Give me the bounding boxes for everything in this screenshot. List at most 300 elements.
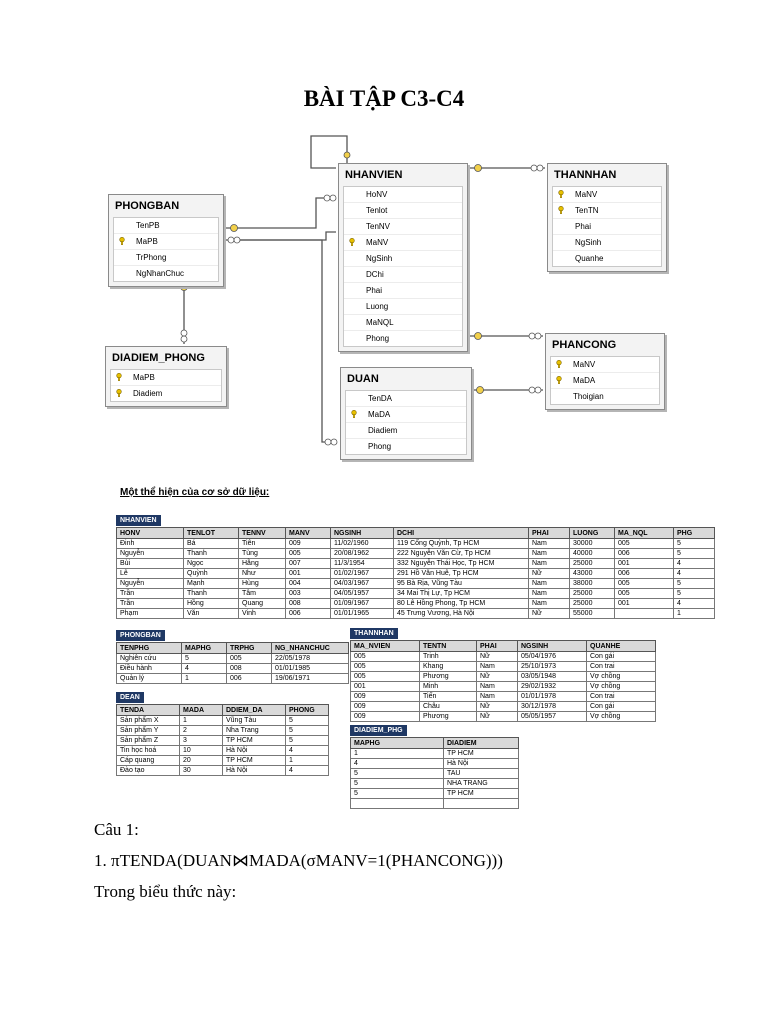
table-cell: 01/01/1985 <box>272 664 349 674</box>
table-cell: Nữ <box>477 672 518 682</box>
er-diagram <box>0 0 768 470</box>
table-row <box>117 716 329 726</box>
table-cell: 2 <box>180 726 223 736</box>
entity-diadiem-phong <box>105 346 227 407</box>
table-cell: TAU <box>444 769 519 779</box>
column-header: PHAI <box>529 528 570 539</box>
table-cell: 25/10/1973 <box>518 662 587 672</box>
entity-attributes <box>113 217 219 282</box>
table-cell: Con gái <box>587 702 656 712</box>
column-header: LUONG <box>570 528 615 539</box>
table-cell: Vợ chồng <box>587 682 656 692</box>
table-row <box>351 652 656 662</box>
table-cell: Khang <box>420 662 477 672</box>
table-cell: 4 <box>286 746 329 756</box>
column-header: MAPHG <box>182 643 227 654</box>
table-cell: 5 <box>182 654 227 664</box>
table-cell: Ngọc <box>184 559 239 569</box>
table-cell: 4 <box>286 766 329 776</box>
table-cell: 006 <box>615 549 674 559</box>
attribute-label: MaDA <box>573 376 596 385</box>
column-header: PHONG <box>286 705 329 716</box>
table-cell: 001 <box>286 569 331 579</box>
table-cell: Bùi <box>117 559 184 569</box>
table-cell: 5 <box>674 589 715 599</box>
table-cell: 1 <box>180 716 223 726</box>
entity-attribute <box>553 235 661 251</box>
attribute-label: DChi <box>366 270 384 279</box>
data-table <box>116 704 329 776</box>
table-row <box>117 579 715 589</box>
table-row <box>117 736 329 746</box>
entity-duan <box>340 367 472 460</box>
table-cell: Nữ <box>477 652 518 662</box>
table-cell: Tin học hoá <box>117 746 180 756</box>
entity-attribute <box>344 187 462 203</box>
table-cell: Đinh <box>117 539 184 549</box>
table-cell: 25000 <box>570 559 615 569</box>
question-expression: 1. πTENDA(DUAN⋈MADA(σMANV=1(PHANCONG))) <box>94 851 503 870</box>
table-cell: Cáp quang <box>117 756 180 766</box>
table-cell: 95 Bà Rịa, Vũng Tàu <box>394 579 529 589</box>
table-cell: 05/05/1957 <box>518 712 587 722</box>
table-name-tab: DIADIEM_PHG <box>350 725 407 736</box>
table-cell: Minh <box>420 682 477 692</box>
question-heading: Câu 1: <box>94 820 139 839</box>
entity-attribute <box>553 203 661 219</box>
table-cell: 006 <box>286 609 331 619</box>
primary-key-icon <box>350 410 358 418</box>
table-cell: Như <box>239 569 286 579</box>
table-cell: Văn <box>184 609 239 619</box>
entity-attribute <box>344 219 462 235</box>
entity-attribute <box>111 370 221 386</box>
table-cell: Vợ chồng <box>587 672 656 682</box>
column-header: DIADIEM <box>444 738 519 749</box>
attribute-label: HoNV <box>366 190 388 199</box>
table-cell: 01/02/1967 <box>331 569 394 579</box>
primary-key-icon <box>557 206 565 214</box>
table-row <box>351 702 656 712</box>
table-cell: Thanh <box>184 549 239 559</box>
table-cell: 003 <box>286 589 331 599</box>
table-cell: Vũng Tàu <box>223 716 286 726</box>
table-cell: Hồng <box>184 599 239 609</box>
column-header: TENLOT <box>184 528 239 539</box>
table-cell: Bá <box>184 539 239 549</box>
entity-attribute <box>114 250 218 266</box>
table-cell: 5 <box>674 579 715 589</box>
table-cell: Phạm <box>117 609 184 619</box>
table-cell: 1 <box>674 609 715 619</box>
table-cell: Trần <box>117 599 184 609</box>
table-row <box>351 779 519 789</box>
attribute-label: MaPB <box>136 237 158 246</box>
entity-attribute <box>114 234 218 250</box>
table-cell: Vợ chồng <box>587 712 656 722</box>
table-header-row <box>351 738 519 749</box>
table-cell: 001 <box>351 682 420 692</box>
entity-attribute <box>346 423 466 439</box>
attribute-label: NgSinh <box>366 254 393 263</box>
attribute-label: Quanhe <box>575 254 604 263</box>
table-row <box>351 799 519 809</box>
table-row <box>117 766 329 776</box>
table-cell: Nam <box>529 599 570 609</box>
table-cell: Nữ <box>529 569 570 579</box>
entity-attribute <box>114 266 218 281</box>
entity-nhanvien <box>338 163 468 352</box>
table-cell: 005 <box>351 672 420 682</box>
table-cell: 009 <box>351 702 420 712</box>
data-table <box>116 642 349 684</box>
table-cell: 45 Trưng Vương, Hà Nội <box>394 609 529 619</box>
table-cell: Mạnh <box>184 579 239 589</box>
table-thannhan <box>350 622 656 722</box>
table-cell: 001 <box>615 559 674 569</box>
table-row <box>117 549 715 559</box>
table-cell: Hùng <box>239 579 286 589</box>
table-cell: 008 <box>227 664 272 674</box>
attribute-label: Phong <box>368 442 392 451</box>
table-cell: 11/3/1954 <box>331 559 394 569</box>
instance-caption: Một thể hiện của cơ sở dữ liệu: <box>120 487 270 498</box>
entity-attribute <box>553 187 661 203</box>
column-header: MAPHG <box>351 738 444 749</box>
table-cell: 005 <box>286 549 331 559</box>
column-header: NGSINH <box>518 641 587 652</box>
attribute-label: Thoigian <box>573 392 604 401</box>
primary-key-icon <box>118 237 126 245</box>
table-cell: Hằng <box>239 559 286 569</box>
entity-attribute <box>344 251 462 267</box>
attribute-label: Tenlot <box>366 206 388 215</box>
table-cell: 4 <box>674 569 715 579</box>
table-row <box>117 599 715 609</box>
entity-attributes <box>345 390 467 455</box>
table-cell: Hà Nội <box>223 766 286 776</box>
table-row <box>117 756 329 766</box>
table-row <box>117 559 715 569</box>
table-row <box>117 539 715 549</box>
entity-title: THANNHAN <box>554 169 617 181</box>
column-header: MA_NQL <box>615 528 674 539</box>
table-cell: Trần <box>117 589 184 599</box>
attribute-label: MaNQL <box>366 318 394 327</box>
table-cell: 01/01/1965 <box>331 609 394 619</box>
table-cell: 4 <box>674 599 715 609</box>
table-cell: 1 <box>351 749 444 759</box>
table-cell: Con trai <box>587 692 656 702</box>
table-cell: Nam <box>529 539 570 549</box>
table-cell: 05/04/1976 <box>518 652 587 662</box>
table-cell: 1 <box>286 756 329 766</box>
table-cell: 4 <box>351 759 444 769</box>
table-cell: 80 Lê Hồng Phong, Tp HCM <box>394 599 529 609</box>
table-name-tab: NHANVIEN <box>116 515 161 526</box>
table-cell: Nam <box>477 682 518 692</box>
table-cell: Nguyễn <box>117 549 184 559</box>
entity-attributes <box>343 186 463 347</box>
table-name-tab: PHONGBAN <box>116 630 165 641</box>
entity-attribute <box>346 391 466 407</box>
table-cell: 29/02/1932 <box>518 682 587 692</box>
table-cell: 19/06/1971 <box>272 674 349 684</box>
table-cell: Sản phẩm Z <box>117 736 180 746</box>
table-cell: 38000 <box>570 579 615 589</box>
table-cell: 01/09/1967 <box>331 599 394 609</box>
entity-title: NHANVIEN <box>345 169 403 181</box>
entity-attribute <box>551 357 659 373</box>
column-header: PHG <box>674 528 715 539</box>
attribute-label: Phong <box>366 334 390 343</box>
column-header: DCHI <box>394 528 529 539</box>
entity-attribute <box>551 389 659 404</box>
table-row <box>117 726 329 736</box>
table-row <box>117 609 715 619</box>
attribute-label: MaNV <box>575 190 598 199</box>
primary-key-icon <box>348 238 356 246</box>
document-title: BÀI TẬP C3-C4 <box>303 86 465 111</box>
entity-phancong <box>545 333 665 410</box>
table-cell: Điều hành <box>117 664 182 674</box>
table-cell: TP HCM <box>444 789 519 799</box>
table-cell: Nam <box>529 579 570 589</box>
table-cell: Hà Nội <box>444 759 519 769</box>
table-cell: TP HCM <box>223 736 286 746</box>
entity-title: DUAN <box>347 373 379 385</box>
table-cell: Hà Nội <box>223 746 286 756</box>
table-cell: 5 <box>351 779 444 789</box>
entity-attribute <box>111 386 221 401</box>
table-cell: 5 <box>286 716 329 726</box>
entity-attribute <box>344 331 462 346</box>
attribute-label: TenNV <box>366 222 391 231</box>
table-row <box>351 759 519 769</box>
table-cell: 009 <box>351 712 420 722</box>
primary-key-icon <box>115 389 123 397</box>
table-cell: 007 <box>286 559 331 569</box>
table-cell: 006 <box>227 674 272 684</box>
table-cell: Tùng <box>239 549 286 559</box>
table-cell: TP HCM <box>444 749 519 759</box>
column-header: QUANHE <box>587 641 656 652</box>
table-cell: 40000 <box>570 549 615 559</box>
table-row <box>117 674 349 684</box>
attribute-label: TenPB <box>136 221 160 230</box>
entity-attribute <box>344 315 462 331</box>
table-header-row <box>351 641 656 652</box>
entity-attribute <box>344 299 462 315</box>
entity-attribute <box>344 267 462 283</box>
column-header: TRPHG <box>227 643 272 654</box>
table-cell: 005 <box>351 662 420 672</box>
entity-attribute <box>553 219 661 235</box>
table-cell: Nữ <box>477 702 518 712</box>
table-cell: 004 <box>286 579 331 589</box>
column-header: DDIEM_DA <box>223 705 286 716</box>
column-header: TENNV <box>239 528 286 539</box>
entity-attribute <box>344 203 462 219</box>
table-cell: 30000 <box>570 539 615 549</box>
table-cell: Tiên <box>239 539 286 549</box>
primary-key-icon <box>555 360 563 368</box>
table-cell: 5 <box>286 736 329 746</box>
table-cell: Châu <box>420 702 477 712</box>
table-cell: 43000 <box>570 569 615 579</box>
table-cell: 20 <box>180 756 223 766</box>
attribute-label: TenTN <box>575 206 599 215</box>
table-cell: 008 <box>286 599 331 609</box>
table-cell: 4 <box>674 559 715 569</box>
entity-attributes <box>110 369 222 402</box>
table-cell: Quỳnh <box>184 569 239 579</box>
data-table <box>116 527 715 619</box>
data-table <box>350 640 656 722</box>
entity-attribute <box>344 235 462 251</box>
column-header: TENTN <box>420 641 477 652</box>
table-cell: 11/02/1960 <box>331 539 394 549</box>
table-cell: 34 Mai Thị Lự, Tp HCM <box>394 589 529 599</box>
attribute-label: Phai <box>575 222 592 231</box>
table-row <box>351 672 656 682</box>
column-header: TENDA <box>117 705 180 716</box>
table-cell: Tiến <box>420 692 477 702</box>
entity-attributes <box>552 186 662 267</box>
table-cell: 006 <box>615 569 674 579</box>
table-cell: 009 <box>351 692 420 702</box>
table-cell: 005 <box>615 589 674 599</box>
table-cell: Tâm <box>239 589 286 599</box>
question-note: Trong biểu thức này: <box>94 882 237 901</box>
table-cell: 5 <box>351 789 444 799</box>
table-cell: Sản phẩm Y <box>117 726 180 736</box>
table-cell <box>444 799 519 809</box>
table-cell: 25000 <box>570 589 615 599</box>
table-nhanvien <box>116 509 715 619</box>
table-row <box>117 569 715 579</box>
table-cell: 222 Nguyễn Văn Cừ, Tp HCM <box>394 549 529 559</box>
table-cell: Lê <box>117 569 184 579</box>
table-cell: 005 <box>615 579 674 589</box>
attribute-label: MaNV <box>366 238 389 247</box>
table-cell: 119 Cống Quỳnh, Tp HCM <box>394 539 529 549</box>
attribute-label: MaNV <box>573 360 596 369</box>
attribute-label: Luong <box>366 302 389 311</box>
table-row <box>117 664 349 674</box>
column-header: NGSINH <box>331 528 394 539</box>
entity-attribute <box>346 439 466 454</box>
table-cell: 30/12/1978 <box>518 702 587 712</box>
table-name-tab: DEAN <box>116 692 144 703</box>
table-row <box>117 654 349 664</box>
table-cell: Nam <box>529 589 570 599</box>
primary-key-icon <box>557 190 565 198</box>
column-header: TENPHG <box>117 643 182 654</box>
table-cell: Thanh <box>184 589 239 599</box>
entity-attribute <box>551 373 659 389</box>
table-cell: Phương <box>420 712 477 722</box>
table-cell: Trinh <box>420 652 477 662</box>
attribute-label: TrPhong <box>136 253 167 262</box>
table-cell: Nghiên cứu <box>117 654 182 664</box>
table-cell: Nam <box>529 559 570 569</box>
entity-title: PHANCONG <box>552 339 617 351</box>
table-cell: 30 <box>180 766 223 776</box>
entity-attribute <box>346 407 466 423</box>
column-header: MANV <box>286 528 331 539</box>
table-cell: 22/05/1978 <box>272 654 349 664</box>
table-row <box>351 682 656 692</box>
table-cell: 4 <box>182 664 227 674</box>
table-cell: Vinh <box>239 609 286 619</box>
table-dean <box>116 686 329 776</box>
table-cell: Sản phẩm X <box>117 716 180 726</box>
table-cell: 009 <box>286 539 331 549</box>
table-cell: 20/08/1962 <box>331 549 394 559</box>
attribute-label: Diadiem <box>133 389 163 398</box>
table-cell: Đào tạo <box>117 766 180 776</box>
table-cell <box>351 799 444 809</box>
table-cell: Nha Trang <box>223 726 286 736</box>
attribute-label: TenDA <box>368 394 393 403</box>
table-name-tab: THANNHAN <box>350 628 398 639</box>
table-cell: NHA TRANG <box>444 779 519 789</box>
entity-title: PHONGBAN <box>115 200 180 212</box>
table-cell: Nữ <box>477 712 518 722</box>
table-row <box>351 769 519 779</box>
table-cell: Con gái <box>587 652 656 662</box>
table-cell: 01/01/1978 <box>518 692 587 702</box>
table-cell: 10 <box>180 746 223 756</box>
table-cell: Quang <box>239 599 286 609</box>
entity-attribute <box>553 251 661 266</box>
table-cell: 005 <box>351 652 420 662</box>
table-cell: Nam <box>477 662 518 672</box>
table-cell: 5 <box>351 769 444 779</box>
table-cell: 005 <box>227 654 272 664</box>
column-header: PHAI <box>477 641 518 652</box>
table-row <box>351 789 519 799</box>
table-cell: 001 <box>615 599 674 609</box>
table-cell: Nữ <box>529 609 570 619</box>
table-cell: 04/05/1957 <box>331 589 394 599</box>
table-cell: 03/05/1948 <box>518 672 587 682</box>
table-cell: 1 <box>182 674 227 684</box>
table-cell: Nam <box>477 692 518 702</box>
table-cell: Nam <box>529 549 570 559</box>
column-header: NG_NHANCHUC <box>272 643 349 654</box>
attribute-label: Phai <box>366 286 383 295</box>
table-cell: Nguyễn <box>117 579 184 589</box>
table-phongban <box>116 624 349 684</box>
attribute-label: MaDA <box>368 410 391 419</box>
primary-key-icon <box>555 376 563 384</box>
attribute-label: NgNhanChuc <box>136 269 185 278</box>
table-row <box>351 662 656 672</box>
table-cell: 5 <box>286 726 329 736</box>
table-row <box>117 746 329 756</box>
table-header-row <box>117 705 329 716</box>
table-cell: Con trai <box>587 662 656 672</box>
entity-phongban <box>108 194 224 287</box>
entity-attribute <box>114 218 218 234</box>
table-cell: 332 Nguyễn Thái Học, Tp HCM <box>394 559 529 569</box>
table-row <box>117 589 715 599</box>
table-row <box>351 692 656 702</box>
entity-thannhan <box>547 163 667 272</box>
table-cell: 5 <box>674 539 715 549</box>
